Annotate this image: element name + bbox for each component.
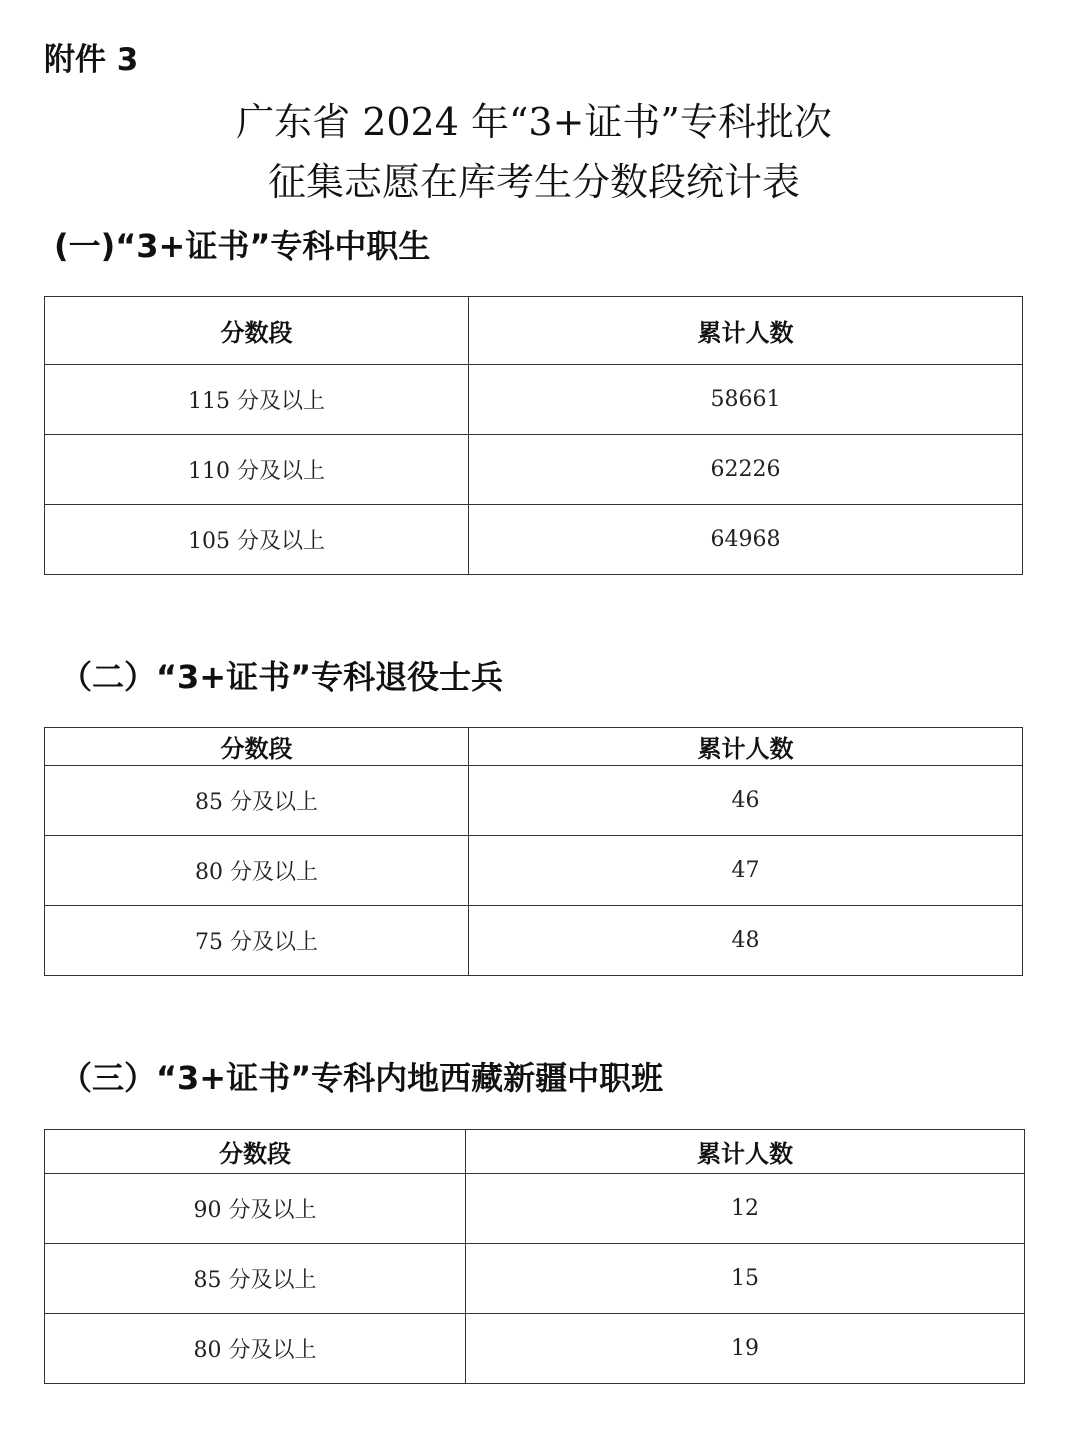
column-header-score-range: 分数段 [45, 728, 469, 766]
table-row [45, 435, 1023, 505]
table-row [45, 1174, 1025, 1244]
column-header-cumulative-count: 累计人数 [469, 728, 1023, 766]
score-range-cell: 85 分及以上 [45, 766, 469, 836]
score-range-cell: 110 分及以上 [45, 435, 469, 505]
section-2-table [44, 727, 1023, 976]
cumulative-count-cell: 64968 [469, 505, 1023, 575]
table-row [45, 836, 1023, 906]
table-header-row [45, 728, 1023, 766]
score-range-cell: 80 分及以上 [45, 1314, 466, 1384]
table-row [45, 1314, 1025, 1384]
table-row [45, 505, 1023, 575]
cumulative-count-cell: 62226 [469, 435, 1023, 505]
column-header-cumulative-count: 累计人数 [469, 297, 1023, 365]
column-header-score-range: 分数段 [45, 297, 469, 365]
attachment-label: 附件 3 [44, 42, 139, 78]
table-row [45, 1244, 1025, 1314]
cumulative-count-cell: 15 [466, 1244, 1025, 1314]
cumulative-count-cell: 58661 [469, 365, 1023, 435]
section-1-heading: (一)“3+证书”专科中职生 [54, 227, 431, 265]
column-header-cumulative-count: 累计人数 [466, 1130, 1025, 1174]
table-header-row [45, 1130, 1025, 1174]
score-range-cell: 85 分及以上 [45, 1244, 466, 1314]
document-title-line-1: 广东省 2024 年“3+证书”专科批次 [236, 100, 832, 144]
cumulative-count-cell: 47 [469, 836, 1023, 906]
score-range-cell: 80 分及以上 [45, 836, 469, 906]
cumulative-count-cell: 19 [466, 1314, 1025, 1384]
section-3-table [44, 1129, 1025, 1384]
cumulative-count-cell: 48 [469, 906, 1023, 976]
score-range-cell: 115 分及以上 [45, 365, 469, 435]
table-header-row [45, 297, 1023, 365]
section-3-heading: （三）“3+证书”专科内地西藏新疆中职班 [60, 1059, 664, 1097]
score-range-cell: 90 分及以上 [45, 1174, 466, 1244]
table-row [45, 365, 1023, 435]
section-1-table [44, 296, 1023, 575]
document-title-line-2: 征集志愿在库考生分数段统计表 [267, 160, 800, 204]
cumulative-count-cell: 46 [469, 766, 1023, 836]
table-row [45, 766, 1023, 836]
table-row [45, 906, 1023, 976]
score-range-cell: 75 分及以上 [45, 906, 469, 976]
section-2-heading: （二）“3+证书”专科退役士兵 [60, 658, 504, 696]
column-header-score-range: 分数段 [45, 1130, 466, 1174]
cumulative-count-cell: 12 [466, 1174, 1025, 1244]
score-range-cell: 105 分及以上 [45, 505, 469, 575]
